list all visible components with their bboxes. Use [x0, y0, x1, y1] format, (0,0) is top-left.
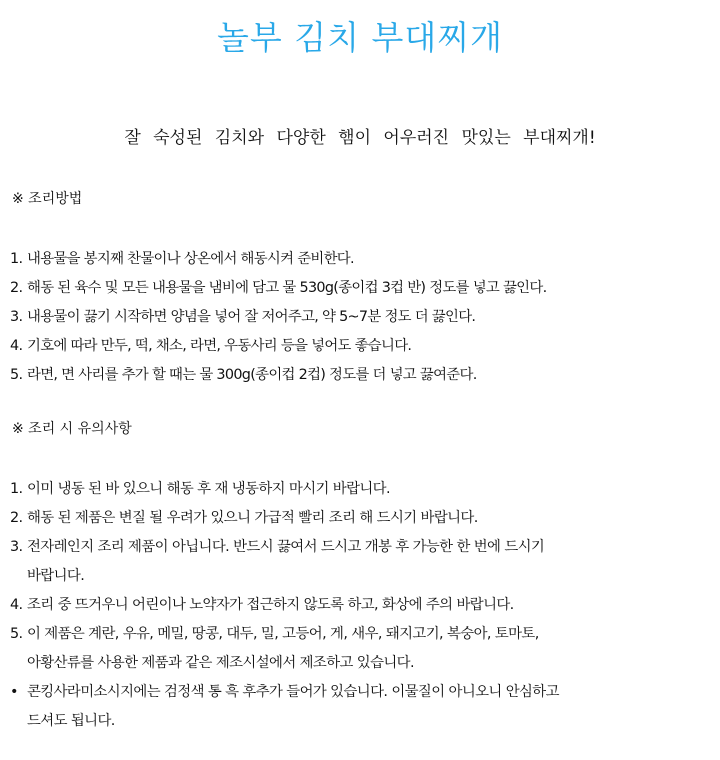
step-text: 라면, 면 사리를 추가 할 때는 물 300g(종이컵 2컵) 정도를 더 넣고 끓여준다. [27, 367, 477, 383]
page-title: 놀부 김치 부대찌개 [216, 18, 503, 57]
cooking-step [10, 361, 710, 390]
cooking-method-heading: ※ 조리방법 [12, 191, 83, 207]
caution-marker: 3. [10, 539, 23, 555]
cooking-step [10, 245, 710, 274]
caution-text-continued: 바랍니다. [27, 568, 85, 584]
caution-text: 전자레인지 조리 제품이 아닙니다. 반드시 끓여서 드시고 개봉 후 가능한 한 번에 드시기 [27, 539, 545, 555]
step-text: 내용물을 봉지째 찬물이나 상온에서 해동시켜 준비한다. [27, 251, 354, 267]
caution-marker: 2. [10, 510, 23, 526]
step-number: 3. [10, 309, 23, 325]
caution-item [10, 620, 710, 678]
step-text: 기호에 따라 만두, 떡, 채소, 라면, 우동사리 등을 넣어도 좋습니다. [27, 338, 412, 354]
caution-item [10, 504, 710, 533]
step-number: 2. [10, 280, 23, 296]
step-number: 4. [10, 338, 23, 354]
step-number: 5. [10, 367, 23, 383]
cooking-step [10, 303, 710, 332]
step-number: 1. [10, 251, 23, 267]
caution-marker: • [10, 684, 18, 700]
caution-text: 해동 된 제품은 변질 될 우려가 있으니 가급적 빨리 조리 해 드시기 바랍니다. [27, 510, 478, 526]
page-subtitle: 잘 숙성된 김치와 다양한 햄이 어우러진 맛있는 부대찌개! [124, 128, 596, 148]
caution-text: 콘킹사라미소시지에는 검정색 통 흑 후추가 들어가 있습니다. 이물질이 아니오니 안심하고 [27, 684, 559, 700]
caution-heading: ※ 조리 시 유의사항 [12, 421, 132, 437]
caution-marker: 1. [10, 481, 23, 497]
step-text: 내용물이 끓기 시작하면 양념을 넣어 잘 저어주고, 약 5~7분 정도 더 끓인다. [27, 309, 476, 325]
caution-marker: 4. [10, 597, 23, 613]
caution-text: 이 제품은 계란, 우유, 메밀, 땅콩, 대두, 밀, 고등어, 게, 새우, 돼지고기, 복숭아, 토마토, [27, 626, 539, 642]
step-text: 해동 된 육수 및 모든 내용물을 냄비에 담고 물 530g(종이컵 3컵 반) 정도를 넣고 끓인다. [27, 280, 547, 296]
caution-list [10, 475, 710, 736]
caution-text-continued: 아황산류를 사용한 제품과 같은 제조시설에서 제조하고 있습니다. [27, 655, 414, 671]
cooking-steps-list [10, 245, 710, 390]
caution-text: 이미 냉동 된 바 있으니 해동 후 재 냉동하지 마시기 바랍니다. [27, 481, 390, 497]
caution-item [10, 591, 710, 620]
caution-text: 조리 중 뜨거우니 어린이나 노약자가 접근하지 않도록 하고, 화상에 주의 바랍니다. [27, 597, 514, 613]
cooking-step [10, 332, 710, 361]
caution-item [10, 533, 710, 591]
cooking-step [10, 274, 710, 303]
caution-item [10, 475, 710, 504]
caution-text-continued: 드셔도 됩니다. [27, 713, 115, 729]
caution-marker: 5. [10, 626, 23, 642]
caution-item [10, 678, 710, 736]
